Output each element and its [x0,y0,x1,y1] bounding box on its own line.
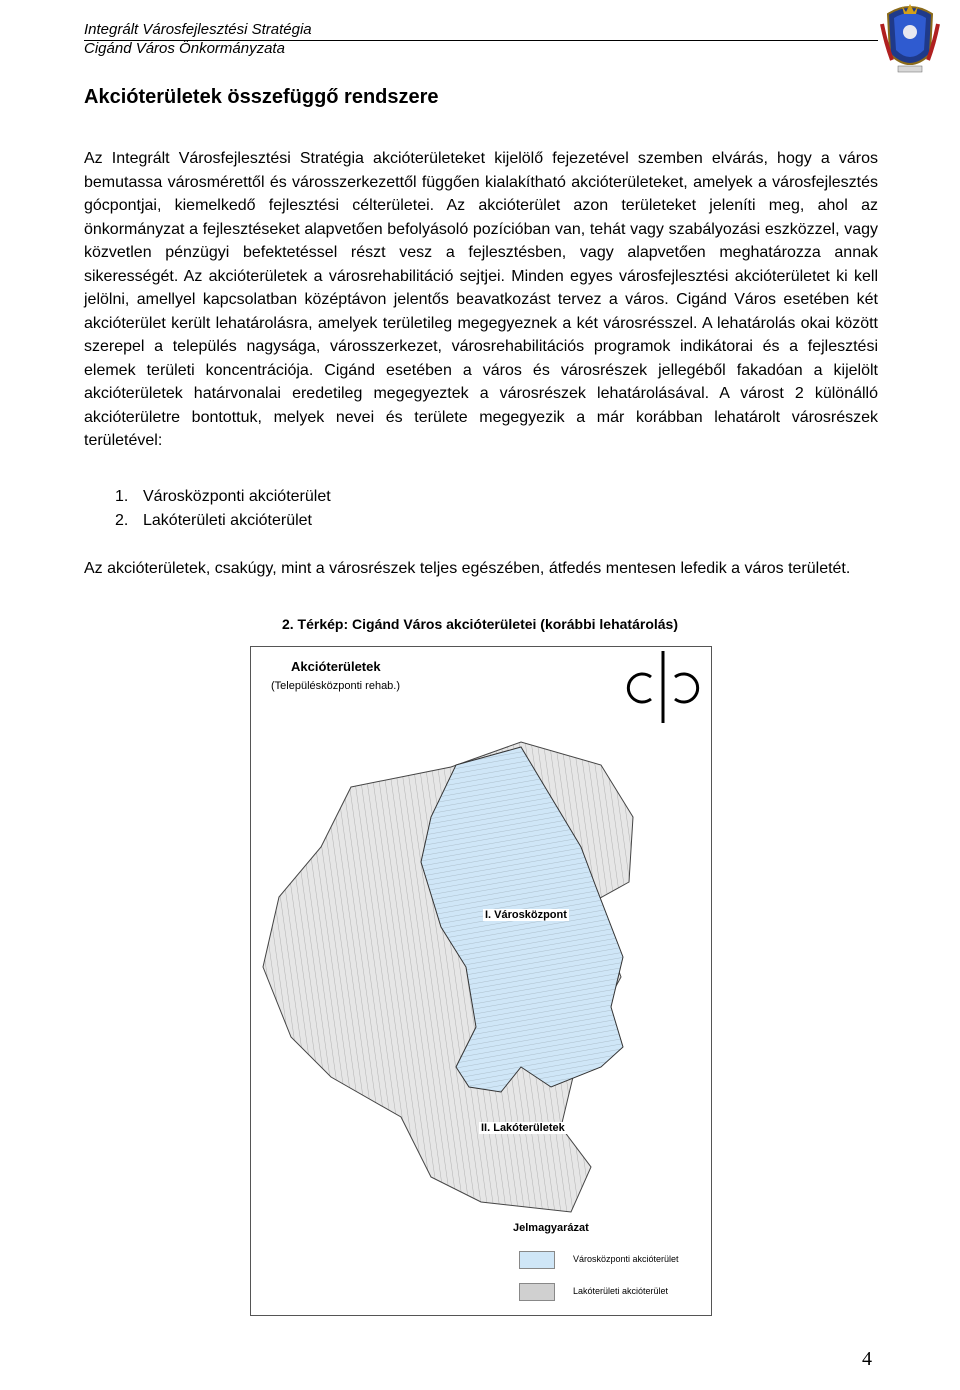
legend-title: Jelmagyarázat [513,1222,589,1234]
coverage-paragraph: Az akcióterületek, csakúgy, mint a városrészek teljes egészében, átfedés mentesen lefedik a város területét. [84,560,851,577]
north-arrow-icon [628,651,697,723]
legend-swatch-residential [519,1283,555,1301]
coat-of-arms-icon [880,4,940,76]
list-item: 1. Városközponti akcióterület [115,488,331,505]
city-centre-label: I. Városközpont [485,909,567,921]
header-strategy-title: Integrált Városfejlesztési Stratégia [84,21,312,38]
page-header [84,20,878,58]
action-area-map [250,646,712,1316]
legend-swatch-city-centre [519,1251,555,1269]
header-municipality: Cigánd Város Önkormányzata [84,40,285,57]
list-item: 2. Lakóterületi akcióterület [115,512,312,529]
intro-paragraph: Az Integrált Városfejlesztési Stratégia akcióterületeket kijelölő fejezetével szemben elvárás, hogy a város bemutassa városmérettől és városszerkezettől függően kialakítható akcióterületeket, amelyek a városfejlesztés gócpontjai, kiemelkedő fejlesztési célterületei. Az akcióterület azon területeket jeleníti meg, ahol az önkormányzat a fejlesztéseket alapvetően befolyásoló pozícióban van, tehát vagy szabályozási eszközzel, vagy közvetlen pénzügyi befektetéssel részt vesz a fejlesztésben, vagy alapvetően meghatározza annak sikerességét. Az akcióterületek a városrehabilitáció sejtjei. Minden egyes városfejlesztési akcióterületet ki kell jelölni, amellyel kapcsolatban középtávon jelentős beavatkozást tervez a város. Cigánd Város esetében két akcióterület került lehatárolásra, amelyek területileg megegyeznek a két városrésszel. A lehatárolás okai között szerepel a település nagysága, városszerkezet, városrehabilitációs programok indikátorai és a fejlesztési elemek területi koncentrációja. Cigánd esetében a város és városrészek jellegéből fakadóan a kijelölt akcióterületek határvonalai eredetileg megegyeztek a városrészek lehatárolásával. A várost 2 különálló akcióterületre bontottuk, melyek nevei és területe megegyezik a már korábban lehatárolt városrészek területével: [84,150,878,449]
map-title: Akcióterületek [291,659,381,674]
legend-label-city-centre: Városközponti akcióterület [573,1254,679,1264]
map-subtitle: (Településközponti rehab.) [271,680,401,692]
section-title: Akcióterületek összefüggő rendszere [84,86,439,108]
action-area-list [115,485,331,533]
legend-label-residential: Lakóterületi akcióterület [573,1286,669,1296]
residential-label: II. Lakóterületek [481,1122,565,1134]
page-number: 4 [862,1348,872,1370]
header-divider [84,40,878,41]
map-drawing [251,647,711,1315]
map-caption: 2. Térkép: Cigánd Város akcióterületei (korábbi lehatárolás) [281,616,678,632]
